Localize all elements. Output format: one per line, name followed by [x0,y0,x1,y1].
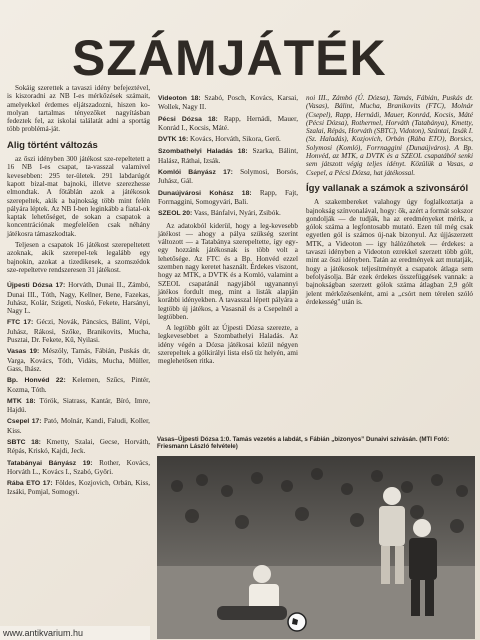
right-body-paragraph-1: noi III., Zámbó (Ú. Dózsa), Tamás, Fábián, Puskás dr. (Vasas), Bálint, Mucha, Branikovits (FTC), Molnár (Csepel), Rapp, Hernádi, Mauer, Konrád, Kocsis, Máté (Pécsi Dózsa), Rothermel, Horváth (Tatabánya), Kmetty, Szalai, Répás, Horváth (SBTC), Vidoton), Szántai, Izsák I. (Sz. Haladás), Kozjovich, Orbán (Rába ETO), Borsics, Solymosi (Komló), Forrnaggini (Dunaújváros). A Bp. Honvéd, az MTK, a DVTK és a SZEOL csapatából senki sem játszott végig teljes idényt. Közülük a Vasas, a Csepel, a Pécsi Dózsa, hat játékossal. [306,94,473,177]
football-match-photo [157,456,475,639]
team-stat-entry: SBTC 18: Kmetty, Szalai, Gecse, Horváth, Répás, Kriskó, Kajdi, Jeck. [7,437,151,456]
watermark: www.antikvarium.hu [0,626,150,640]
column-right [306,94,473,309]
right-body-paragraph-2: A szakembereket valahogy úgy foglalkoztatja a bajnokság színvonalával, hogy: ők, azért a formát sokszor gondolják — de tudják, ha az eredményeket mérik, a gólok száma a legfontosabb mutató. Ezen túl még csak egyetlen gól is számos új-nak bizonyul. Az újjászerzett MTK, a Videoton — igy hálózóhetek — érdekes: a tavaszi idényben a Videoton ezrekkel szerzett több gólt, mint az őszi idényben. Tatán az eredmények azt mutatják, hogy a játékosok teljesítményét a csapatok átlaga sem befolyásolja. Bár ezek érdekes összefüggések vannak: a bajnokságban szerzett gólok száma átlagban 2,9 gólt jelent mérkőzésenként, ami a ,,csórt nem térelen szóló érdekesség'' után is. [306,198,473,306]
team-stat-entry: Rába ETO 17: Földes, Kozjovich, Orbán, Kiss, Izsáki, Pomjal, Somogyi. [7,479,150,497]
team-stat-entry: Pécsi Dózsa 18: Rapp, Hernádi, Mauer, Konrád I., Kocsis, Máté. [158,114,298,132]
team-stats-list-left [7,281,150,497]
section1-paragraph-2: Teljesen a csapatok 16 játékost szerepeltetett azoknak, akik szerepel-tek legalább egy bajnokin, azokat a tizedikesek, a szomszédok sze-repeltetve rendszeresen 31 játékost. [7,241,150,274]
team-stat-entry: DVTK 16: Kovács, Horváth, Sikora, Gerő. [158,135,281,144]
team-stat-entry: SZEOL 20: Vass, Bánfalvi, Nyári, Zsibók. [158,209,281,218]
team-stat-entry: FTC 17: Géczi, Novák, Páncsics, Bálint, Vépi, Juhász, Rákosi, Szőke, Branikovits, Mucha, Pusztai, Dr. Fekete, Kű, Nyilasi. [7,318,150,345]
section-heading-numbers: Így vallanak a számok a szivonsáról [306,182,469,194]
photo-caption: Vasas–Újpesti Dózsa 1:0. Tamás vezetés a labdát, s Fábián „bizonyos” Dunaivi szivásán. (MTI Fotó: Friesmann László felvétele) [157,436,450,450]
column-left [7,84,150,500]
photo-illustration [157,456,475,639]
column-middle [158,94,298,369]
team-stat-entry: Csepel 17: Pató, Molnár, Kandi, Faludi, Koller, Kiss. [7,417,150,435]
team-stat-entry: Dunaújvárosi Kohász 18: Rapp, Fajt, Forrnaggini, Somogyvári, Bali. [158,188,298,206]
team-stat-entry: Szombathelyi Haladás 18: Szarka, Bálint, Halász, Ráthai, Izsák. [158,147,299,165]
team-stat-entry: Videoton 18: Szabó, Posch, Kovács, Karsai, Wollek, Nagy II. [158,94,298,112]
team-stat-entry: Tatabányai Bányász 19: Rother, Kovács, Horváth L., Kovács I., Szabó, Győri. [7,458,150,476]
team-stat-entry: Újpesti Dózsa 17: Horváth, Dunai II., Zámbó, Dunai III., Tóth, Nagy, Kellner, Bene, Fazekas, Juhász, Kolár, Szigeti, Noskó, Fekete, Harsányi, Nagy L. [7,281,151,316]
section1-paragraph-1: az őszi idényben 300 játékost sze-repeltetett a 16 NB I-es csapat, ta-vasszal valamivel kevesebben: 295 ter-ületek. 291 labdarúgót kapott bizal-mat bajnoki, illetve szerezhesse elmondtak. A főtáblán azok a játékosok szerepeltek, akik a bajnokság több mint felén pályára léptek. Az NB I-ben leginkább a fiatal-ok kaptak lehetőséget, de sokan a csapatok a koncentrációnak megfelelően csak néhány játékosra támaszkodtak. [7,155,150,238]
section-heading-changes: Alig történt változás [7,139,98,151]
intro-paragraph: Sokáig szerettek a tavaszi idény befejeztével, is kiszoradni az NB I-es mérkőzések számait, amelyekkel érdemes eljátszadozni, hiszen ko-molyan tartalmas tényezőket nagyításban fedeztek fel, az iskolai találatát adni a sportág több problémá-ját. [7,84,150,134]
team-stats-list-middle [158,94,298,219]
page-title: SZÁMJÁTÉK [72,30,387,86]
team-stat-entry: Bp. Honvéd 22: Kelemen, Szűcs, Pintér, Kozma, Tóth. [7,376,151,394]
team-stat-entry: Vasas 19: Mészöly, Tamás, Fábián, Puskás dr, Varga, Kovács, Tóth, Vidáts, Mucha, Müller, Gass, Ihász. [7,347,150,373]
team-stat-entry: MTK 18: Török, Siatrass, Kantár, Bíró, Imre, Hajdú. [7,396,151,415]
middle-body-paragraph-1: Az adatokból kiderül, hogy a leg-kevesebb játékost — ahogy a pálya szükség szerint változott — a Tatabánya szerepeltette, így egy-egy hozzánk játékosnak is több volt a lehetősége. Az FTC és a Bp. Honvéd ezzel szemben nagy keretet használt. Érdekes viszont, hogy az MTK, a DVTK és a Komló, valamint a SZEOL csapatánál nagyjából ugyanannyi játékos fordult meg, mint a listák alapján korábbi idényekben. A tavasszal lépett pályára a legtöbb új játékos, a Vasasnál és a Csepelnél a legtöbben. [158,221,298,321]
middle-body-paragraph-2: A legtöbb gólt az Újpesti Dózsa szerezte, a legkevesebbet a Szombathelyi Haladás. Az idény végén a Dózsa játékosai közül négyen szerepeltek a gólkirályi lista első tíz helyén, ami meglehetősen ritka. [158,324,298,366]
team-stat-entry: Komlói Bányász 17: Solymosi, Borsós, Juhász, Gál. [158,168,299,186]
